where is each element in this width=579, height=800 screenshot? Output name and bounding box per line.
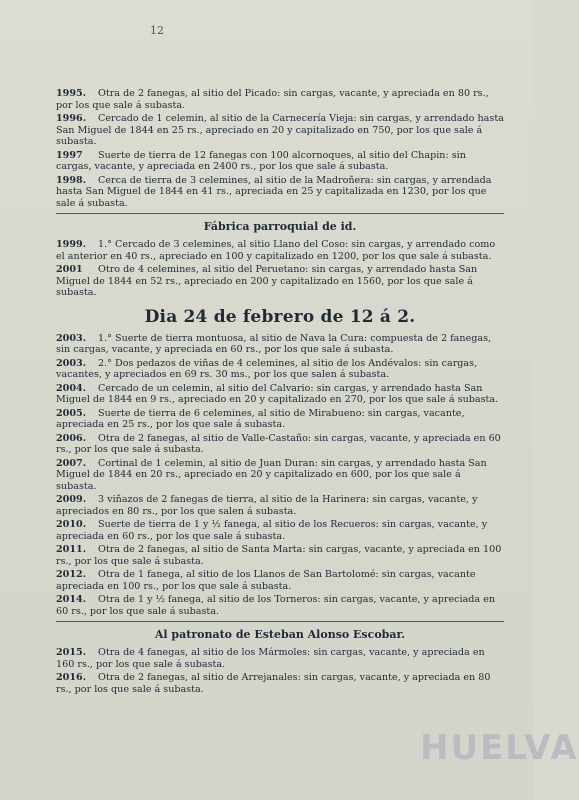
entry-body: Otra de 2 fanegas, al sitio del Picado: sin cargas, vacante, y apreciada en 80 rs., por los que sale á subasta. bbox=[56, 88, 489, 111]
entry-number: 1997 bbox=[56, 149, 83, 161]
entry-item bbox=[56, 333, 504, 356]
entry-number: 2004. bbox=[56, 382, 87, 394]
entry-body: Suerte de tierra de 12 fanegas con 100 alcornoques, al sitio del Chapin: sin cargas, vacante, y apreciada en 2400 rs., por los que sale á subasta. bbox=[56, 149, 466, 172]
entry-text bbox=[56, 358, 504, 381]
entry-number: 2014. bbox=[56, 594, 87, 605]
entry-body: Suerte de tierra de 1 y ½ fanega, al sitio de los Recueros: sin cargas, vacante, y apreciada en 60 rs., por los que sale á subasta. bbox=[56, 519, 488, 542]
day-heading: Dia 24 de febrero de 12 á 2. bbox=[144, 306, 416, 327]
entry-text bbox=[56, 383, 504, 406]
entry-body: 3 viñazos de 2 fanegas de tierra, al sitio de la Harinera: sin cargas, vacante, y apreciados en 80 rs., por los que salen á subasta. bbox=[56, 494, 478, 517]
entry-number: 2011. bbox=[56, 544, 87, 555]
entry-text bbox=[56, 433, 504, 456]
entry-body: Cercado de 1 celemin, al sitio de la Carnecería Vieja: sin cargas, y arrendado hasta San Miguel de 1844 en 25 rs., apreciado en 20 y capitalizado en 750, por los que sale á subasta. bbox=[56, 113, 504, 147]
entry-item bbox=[56, 594, 504, 617]
entry-number: 2001 bbox=[56, 264, 83, 275]
entry-item bbox=[56, 239, 504, 262]
entry-text bbox=[56, 88, 504, 111]
entry-number: 2006. bbox=[56, 432, 87, 444]
entry-item bbox=[56, 569, 504, 592]
entry-item bbox=[56, 383, 504, 406]
entry-item bbox=[56, 358, 504, 381]
entry-number: 2003. bbox=[56, 332, 87, 344]
section-title-patronato: Al patronato de Esteban Alonso Escobar. bbox=[154, 628, 406, 641]
entry-text bbox=[56, 494, 504, 517]
entry-item bbox=[56, 408, 504, 431]
entry-number: 2010. bbox=[56, 519, 87, 530]
entry-text bbox=[56, 458, 504, 493]
entry-number: 1998. bbox=[56, 174, 87, 186]
entry-body: Otra de 2 fanegas, al sitio de Arrejanales: sin cargas, vacante, y apreciada en 80 rs., por los que sale á subasta. bbox=[56, 672, 491, 695]
entry-number: 2012. bbox=[56, 569, 87, 580]
entry-item bbox=[56, 647, 504, 670]
entry-body: Otra de 4 fanegas, al sitio de los Mármoles: sin cargas, vacante, y apreciada en 160 rs., por los que sale á subasta. bbox=[56, 647, 485, 670]
entry-body: 1.° Suerte de tierra montuosa, al sitio de Nava la Cura: compuesta de 2 fanegas, sin cargas, vacante, y apreciada en 60 rs., por los que sale á subasta. bbox=[56, 332, 492, 355]
entry-body: 2.° Dos pedazos de viñas de 4 celemines, al sitio de los Andévalos: sin cargas, vacantes, y apreciados en 69 rs. 30 ms., por los que salen á subasta. bbox=[56, 357, 478, 380]
entry-text bbox=[56, 569, 504, 592]
entry-text bbox=[56, 594, 504, 617]
section-title-fabrica: Fábrica parroquial de id. bbox=[203, 220, 357, 233]
entry-number: 1995. bbox=[56, 88, 87, 99]
entry-item bbox=[56, 458, 504, 493]
entry-item bbox=[56, 433, 504, 456]
entry-text bbox=[56, 544, 504, 567]
entry-body: Otra de 2 fanegas, al sitio de Santa Marta: sin cargas, vacante, y apreciada en 100 rs., por los que sale á subasta. bbox=[56, 544, 502, 567]
entry-number: 2003. bbox=[56, 357, 87, 369]
entry-number: 2015. bbox=[56, 647, 87, 658]
entry-text bbox=[56, 150, 504, 173]
entry-text bbox=[56, 113, 504, 148]
entry-item bbox=[56, 494, 504, 517]
entry-number: 2005. bbox=[56, 407, 87, 419]
entry-text bbox=[56, 408, 504, 431]
watermark-stamp: HUELVA bbox=[420, 728, 579, 768]
entry-body: Cerca de tierra de 3 celemines, al sitio de la Madroñera: sin cargas, y arrendada hasta San Miguel de 1844 en 41 rs., apreciada en 25 y capitalizada en 1230, por los que sale á subasta. bbox=[56, 174, 492, 209]
entry-list-top bbox=[56, 88, 504, 209]
entry-item bbox=[56, 544, 504, 567]
entry-number: 2009. bbox=[56, 494, 87, 505]
page-number: 12 bbox=[150, 24, 164, 37]
entry-number: 2016. bbox=[56, 672, 87, 683]
entry-body: Otro de 4 celemines, al sitio del Peruetano: sin cargas, y arrendado hasta San Miguel de 1844 en 52 rs., apreciado en 200 y capitalizado en 1560, por los que sale á subasta. bbox=[56, 264, 478, 298]
divider-rule-2 bbox=[56, 621, 504, 622]
entry-item bbox=[56, 175, 504, 210]
entry-body: Cercado de un celemin, al sitio del Calvario: sin cargas, y arrendado hasta San Miguel de 1844 en 9 rs., apreciado en 20 y capitalizado en 270, por los que sale á subasta. bbox=[56, 382, 499, 405]
entry-list-bottom bbox=[56, 647, 504, 695]
entry-body: Suerte de tierra de 6 celemines, al sitio de Mirabueno: sin cargas, vacante, apreciada en 25 rs., por los que sale á subasta. bbox=[56, 407, 465, 430]
entry-text bbox=[56, 672, 504, 695]
entry-text bbox=[56, 333, 504, 356]
entry-number: 1999. bbox=[56, 239, 87, 250]
entry-item bbox=[56, 264, 504, 299]
entry-number: 2007. bbox=[56, 457, 87, 469]
entry-body: 1.° Cercado de 3 celemines, al sitio Llano del Coso: sin cargas, y arrendado como el anterior en 40 rs., apreciado en 100 y capitalizado en 1200, por los que sale á subasta. bbox=[56, 239, 496, 262]
entry-number: 1996. bbox=[56, 113, 87, 124]
entry-text bbox=[56, 519, 504, 542]
entry-text bbox=[56, 264, 504, 299]
entry-text bbox=[56, 239, 504, 262]
entry-item bbox=[56, 113, 504, 148]
entry-list-mid bbox=[56, 239, 504, 299]
divider-rule bbox=[56, 213, 504, 214]
entry-body: Otra de 1 fanega, al sitio de los Llanos de San Bartolomé: sin cargas, vacante apreciada en 100 rs., por los que sale á subasta. bbox=[56, 569, 476, 592]
entry-text bbox=[56, 175, 504, 210]
entry-body: Cortinal de 1 celemin, al sitio de Juan Duran: sin cargas, y arrendado hasta San Miguel de 1844 en 20 rs., apreciado en 20 y capitalizado en 600, por los que sale á subasta. bbox=[56, 457, 487, 492]
entry-item bbox=[56, 88, 504, 111]
entry-body: Otra de 2 fanegas, al sitio de Valle-Castaño: sin cargas, vacante, y apreciada en 60 rs., por los que sale á subasta. bbox=[56, 432, 501, 455]
entry-item bbox=[56, 519, 504, 542]
entry-item bbox=[56, 150, 504, 173]
document-content bbox=[56, 88, 504, 697]
entry-list-day bbox=[56, 333, 504, 618]
entry-text bbox=[56, 647, 504, 670]
entry-item bbox=[56, 672, 504, 695]
entry-body: Otra de 1 y ½ fanega, al sitio de los Torneros: sin cargas, vacante, y apreciada en 60 rs., por los que sale á subasta. bbox=[56, 594, 496, 617]
